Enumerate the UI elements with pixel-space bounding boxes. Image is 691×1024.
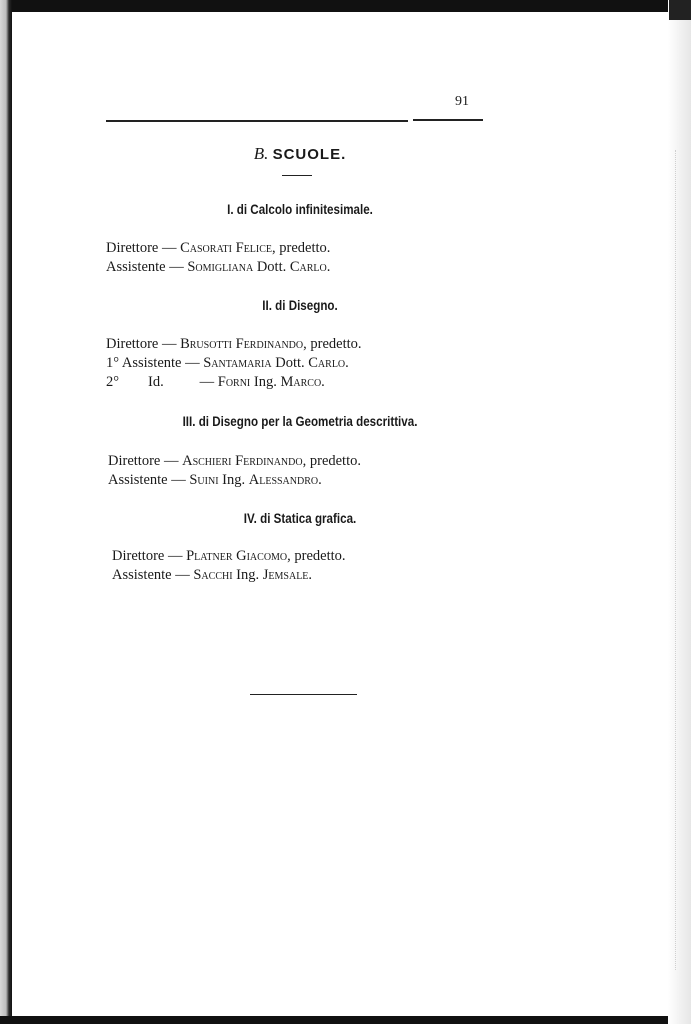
role: Assistente: [108, 472, 168, 488]
separator: —: [199, 374, 215, 390]
suffix: .: [345, 355, 349, 371]
staff-row: [108, 453, 361, 470]
staff-row: [112, 567, 312, 584]
role: Direttore: [108, 453, 161, 469]
page-number: 91: [455, 94, 469, 109]
suffix: , predetto.: [287, 548, 346, 564]
staff-row: [106, 355, 349, 372]
role: Direttore: [106, 336, 159, 352]
role: Direttore: [112, 548, 165, 564]
title-abbrev: Dott.: [256, 259, 287, 275]
separator: —: [185, 355, 200, 371]
scan-corner-tab: [669, 0, 691, 20]
staff-row: [106, 336, 362, 353]
given-name: Marco: [280, 374, 322, 390]
surname: Somigliana: [187, 259, 254, 275]
section-heading-1: I. di Calcolo infinitesimale.: [227, 202, 373, 217]
surname: Platner: [186, 548, 233, 564]
surname: Brusotti: [180, 336, 232, 352]
separator: —: [171, 472, 186, 488]
staff-row: [108, 472, 322, 489]
surname: Sacchi: [193, 567, 233, 583]
scan-border-bottom: [0, 1016, 691, 1024]
header-rule: [106, 120, 408, 122]
given-name: Felice: [235, 240, 273, 256]
section-heading-2: II. di Disegno.: [262, 298, 338, 313]
staff-row: [106, 374, 325, 391]
staff-row: [106, 240, 330, 257]
surname: Santamaria: [203, 355, 272, 371]
role: Id.: [148, 374, 164, 390]
header-rule-short: [413, 119, 483, 121]
role: Assistente: [112, 567, 172, 583]
title-abbrev: Ing.: [236, 567, 260, 583]
surname: Forni: [217, 374, 251, 390]
given-name: Giacomo: [236, 548, 288, 564]
surname: Aschieri: [182, 453, 232, 469]
suffix: .: [321, 374, 325, 390]
suffix: .: [308, 567, 313, 583]
surname: Casorati: [180, 240, 232, 256]
separator: —: [161, 336, 177, 352]
title-word: SCUOLE.: [272, 146, 347, 163]
suffix: .: [318, 472, 322, 488]
surname: Suini: [189, 472, 219, 488]
scan-border-top: [0, 0, 691, 12]
title-underline: [282, 175, 312, 176]
given-name: Carlo: [289, 259, 327, 275]
staff-row: [112, 548, 346, 565]
section-heading-3: III. di Disegno per la Geometria descrittiva.: [182, 414, 418, 429]
separator: —: [161, 240, 177, 256]
separator: —: [167, 548, 183, 564]
given-name: Jemsale: [262, 567, 309, 583]
given-name: Ferdinando: [235, 453, 303, 469]
given-name: Ferdinando: [235, 336, 304, 352]
staff-row: [106, 259, 330, 276]
suffix: , predetto.: [303, 336, 362, 352]
title-abbrev: Dott.: [275, 355, 305, 371]
suffix: , predetto.: [302, 453, 361, 469]
separator: —: [175, 567, 190, 583]
separator: —: [163, 453, 179, 469]
separator: —: [169, 259, 184, 275]
suffix: , predetto.: [272, 240, 331, 256]
bleed-through-edge: [675, 150, 686, 970]
given-name: Carlo: [308, 355, 346, 371]
given-name: Alessandro: [248, 472, 319, 488]
title-abbrev: Ing.: [253, 374, 277, 390]
ordinal: 2°: [106, 374, 120, 390]
role: Assistente: [106, 259, 166, 275]
page-title: [0, 144, 600, 164]
title-letter: B.: [253, 144, 269, 163]
role: 1° Assistente: [106, 355, 182, 371]
closing-rule: [250, 694, 357, 695]
section-heading-4: IV. di Statica grafica.: [243, 511, 357, 526]
title-abbrev: Ing.: [222, 472, 246, 488]
role: Direttore: [106, 240, 159, 256]
suffix: .: [326, 259, 331, 275]
